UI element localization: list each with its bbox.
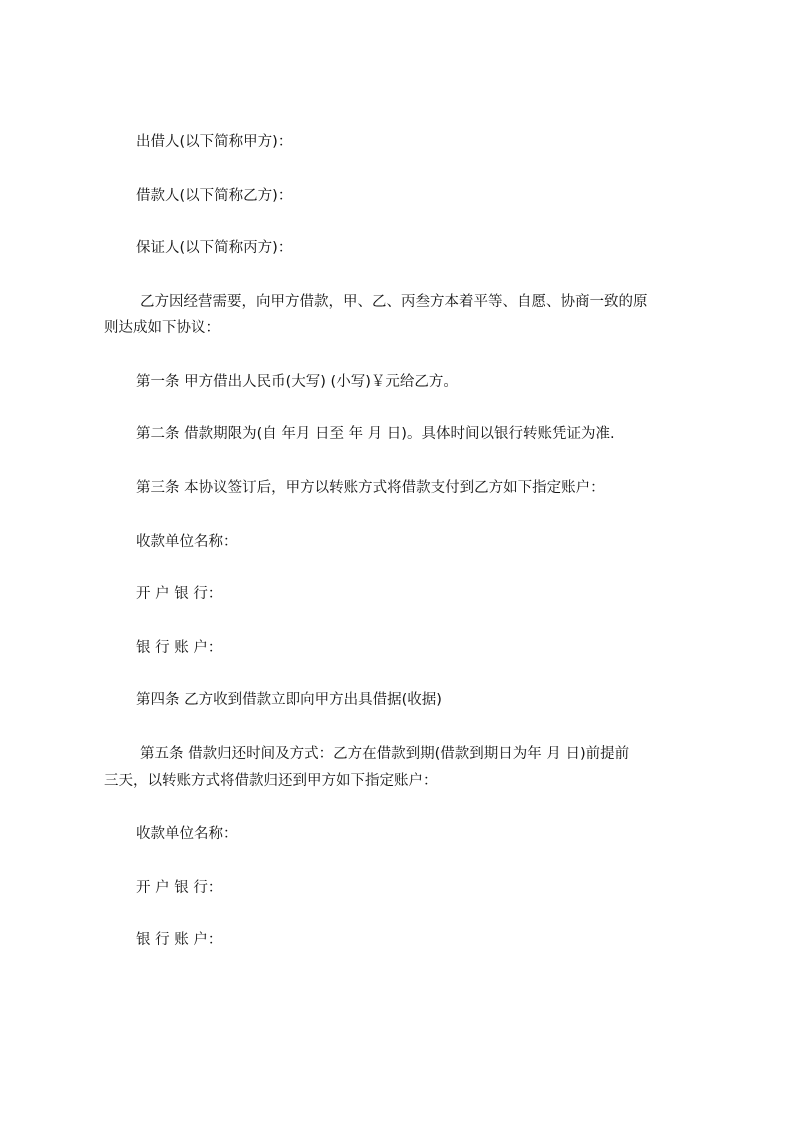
article-4: 第四条 乙方收到借款立即向甲方出具借据(收据): [136, 692, 442, 708]
bank-account-field-1: 银 行 账 户：: [136, 640, 223, 656]
bank-account-field-2: 银 行 账 户：: [136, 932, 223, 948]
article-1: 第一条 甲方借出人民币(大写) (小写)￥元给乙方。: [136, 374, 458, 390]
bank-name-field-1: 开 户 银 行：: [136, 586, 223, 602]
borrower-line: 借款人(以下简称乙方)：: [136, 188, 293, 204]
lender-line: 出借人(以下简称甲方)：: [136, 134, 293, 150]
article-3: 第三条 本协议签订后，甲方以转账方式将借款支付到乙方如下指定账户：: [136, 480, 605, 496]
intro-paragraph-line-2: 则达成如下协议：: [104, 320, 220, 336]
payee-name-field-1: 收款单位名称：: [136, 534, 238, 550]
article-2: 第二条 借款期限为(自 年月 日至 年 月 日)。具体时间以银行转账凭证为准.: [136, 426, 615, 442]
bank-name-field-2: 开 户 银 行：: [136, 880, 223, 896]
article-5-line-1: 第五条 借款归还时间及方式：乙方在借款到期(借款到期日为年 月 日)前提前: [140, 746, 630, 762]
article-5-line-2: 三天，以转账方式将借款归还到甲方如下指定账户：: [104, 773, 438, 789]
payee-name-field-2: 收款单位名称：: [136, 826, 238, 842]
intro-paragraph-line-1: 乙方因经营需要，向甲方借款，甲、乙、丙叁方本着平等、自愿、协商一致的原: [140, 294, 648, 310]
guarantor-line: 保证人(以下简称丙方)：: [136, 240, 293, 256]
